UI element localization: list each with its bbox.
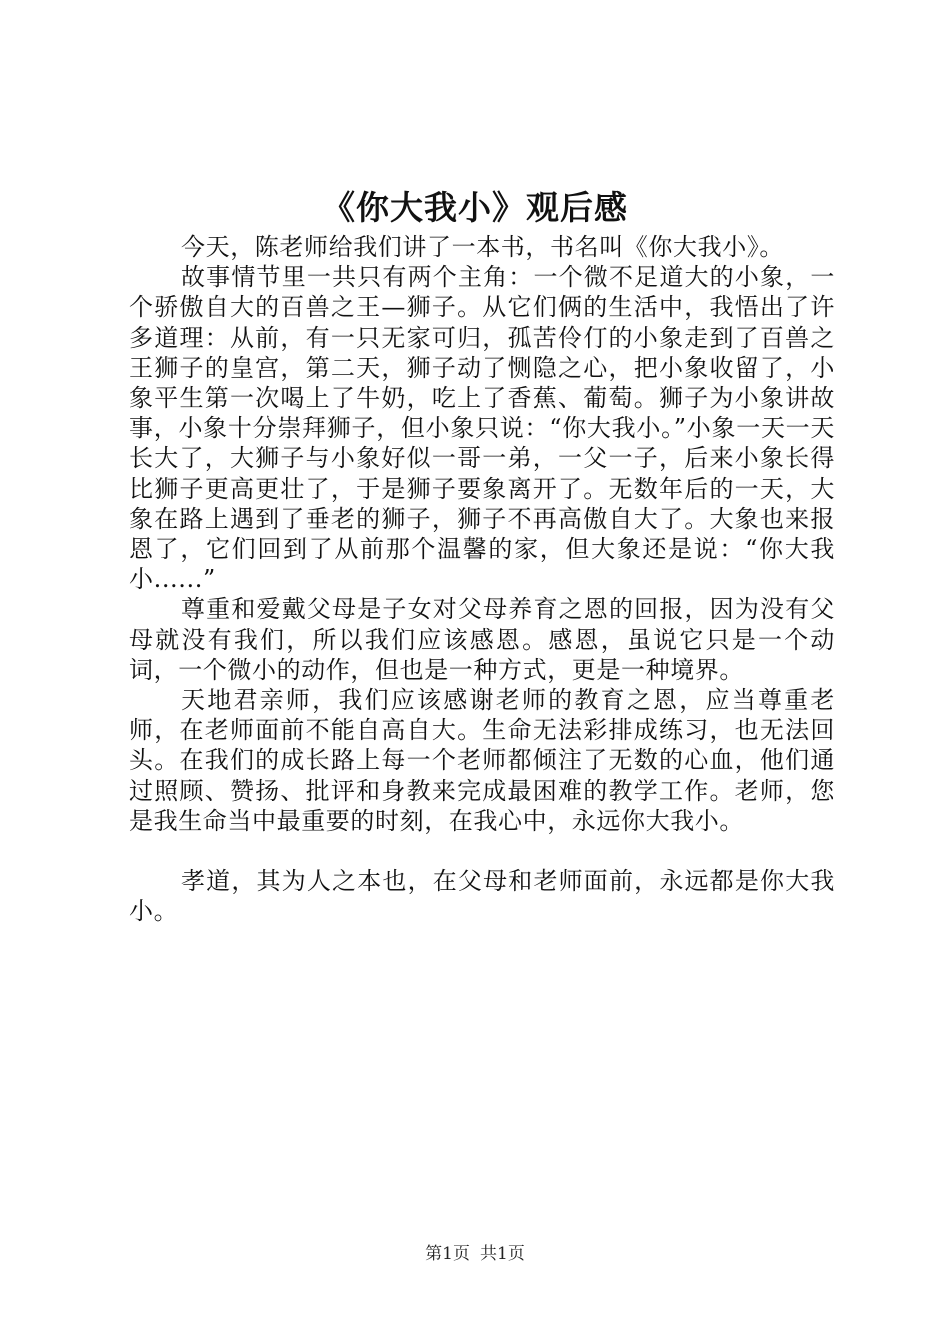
- document-body: [129, 232, 835, 926]
- paragraph-intro: 今天，陈老师给我们讲了一本书，书名叫《你大我小》。: [181, 233, 784, 261]
- page-number: 第1页: [425, 1244, 470, 1264]
- page-footer: [0, 1243, 950, 1265]
- paragraph-teachers: 天地君亲师，我们应该感谢老师的教育之恩，应当尊重老师，在老师面前不能自高自大。生命无法彩排成练习，也无法回头。在我们的成长路上每一个老师都倾注了无数的心血，他们通过照顾、赞扬、批评和身教来完成最困难的教学工作。老师，您是我生命当中最重要的时刻，在我心中，永远你大我小。: [129, 686, 835, 835]
- document-title: 《你大我小》观后感: [322, 188, 628, 227]
- paragraph-parents: 尊重和爱戴父母是子女对父母养育之恩的回报，因为没有父母就没有我们，所以我们应该感恩。感恩，虽说它只是一个动词，一个微小的动作，但也是一种方式，更是一种境界。: [129, 595, 835, 684]
- paragraph-story: 故事情节里一共只有两个主角：一个微不足道大的小象，一个骄傲自大的百兽之王—狮子。从它们俩的生活中，我悟出了许多道理：从前，有一只无家可归，孤苦伶仃的小象走到了百兽之王狮子的皇宫，第二天，狮子动了恻隐之心，把小象收留了，小象平生第一次喝上了牛奶，吃上了香蕉、葡萄。狮子为小象讲故事，小象十分崇拜狮子，但小象只说：“你大我小。”小象一天一天长大了，大狮子与小象好似一哥一弟，一父一子，后来小象长得比狮子更高更壮了，于是狮子要象离开了。无数年后的一天，大象在路上遇到了垂老的狮子，狮子不再高傲自大了。大象也来报恩了，它们回到了从前那个温馨的家，但大象还是说：“你大我小......”: [129, 263, 835, 594]
- paragraph-gap: [129, 836, 835, 866]
- page-total: 共1页: [480, 1244, 525, 1264]
- paragraph-conclusion: 孝道，其为人之本也，在父母和老师面前，永远都是你大我小。: [129, 867, 835, 926]
